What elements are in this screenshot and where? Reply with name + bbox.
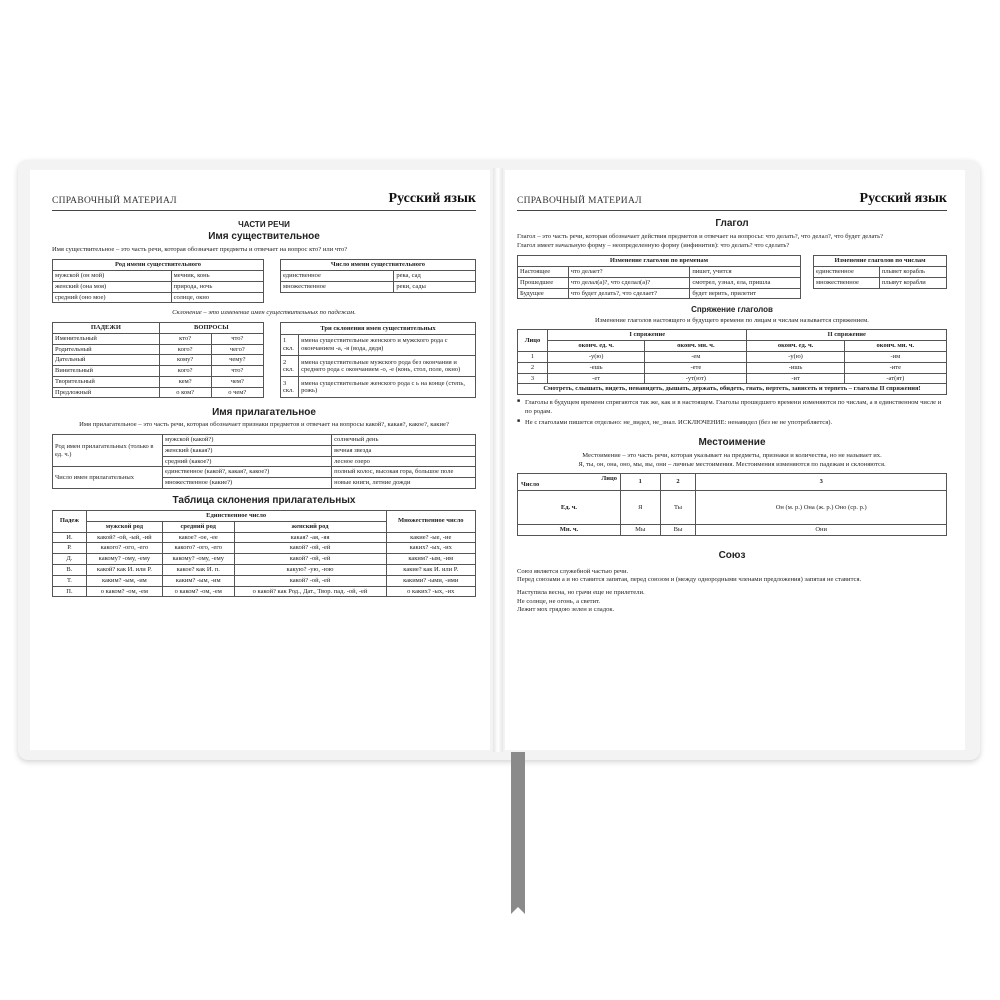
table-cell: какую? -ую, -юю — [234, 565, 386, 576]
table-cell: В. — [53, 565, 87, 576]
table-cell: чему? — [211, 355, 263, 366]
masculine-header: мужской род — [86, 521, 162, 532]
tense-table — [517, 255, 801, 299]
table-cell: будет верить, прилетит — [690, 288, 801, 299]
adjective-declension-table — [52, 510, 476, 597]
table-cell: П. — [53, 586, 87, 597]
table-cell: о каком? -ом, -ем — [162, 586, 234, 597]
table-cell: солнце, окно — [171, 292, 263, 303]
table-cell: 2 скл. — [281, 356, 299, 377]
number-table — [280, 259, 476, 292]
table-cell: кого? — [159, 366, 211, 377]
table-cell: Будущее — [518, 288, 569, 299]
conjunction-example-2: Не солнце, не огонь, а светит. — [517, 597, 601, 605]
table-cell: кого? — [159, 344, 211, 355]
verb-definition-2: Глагол имеет начальную форму – неопределенную форму (инфинитив): что делать? что сделать? — [517, 241, 790, 249]
table-cell: какая? -ая, -яя — [234, 532, 386, 543]
table-cell: -ете — [645, 362, 747, 373]
table-cell: о каких? -ых, -их — [386, 586, 476, 597]
table-cell: каким? -ым, -им — [162, 575, 234, 586]
table-row — [53, 387, 264, 398]
table-row — [518, 266, 801, 277]
table-row — [53, 554, 476, 565]
case-note: Склонение – это изменение имен существительных по падежам. — [172, 309, 356, 317]
table-cell: солнечный день — [332, 435, 476, 446]
table-cell: Число имен прилагательных — [53, 467, 163, 489]
table-cell: новые книги, летние дожди — [332, 478, 476, 489]
table-cell: какое? -ое, -ее — [162, 532, 234, 543]
verb-tables-row — [517, 255, 947, 299]
table-cell: женский (какая?) — [162, 445, 331, 456]
table-cell: имена существительные женского и мужского рода с окончанием -а, -я (вода, дядя) — [299, 335, 476, 356]
table-cell: -ем — [645, 352, 747, 363]
left-page-header — [52, 188, 476, 211]
table-row — [281, 335, 476, 356]
table-cell: Именительный — [53, 333, 160, 344]
table-cell: -ите — [844, 362, 946, 373]
table-row — [53, 376, 264, 387]
table-cell: Настоящее — [518, 266, 569, 277]
table-cell: какое? как И. п. — [162, 565, 234, 576]
table-cell: каким? -ым, -им — [86, 575, 162, 586]
table-cell: что делает? — [568, 266, 690, 277]
bullet-ne-with-verbs: ■ Не с глаголами пишется отдельно: не_видел, не_знал. ИСКЛЮЧЕНИЕ: ненавидел (без не не употребляется). — [517, 419, 947, 428]
table-cell: что? — [211, 333, 263, 344]
conjugation-ii-header: II спряжение — [747, 330, 947, 341]
conjugation-exceptions: Смотреть, слышать, видеть, ненавидеть, дышать, держать, обидеть, гнать, вертеть, зависеть и терпеть – глаголы II спряжения! — [518, 384, 947, 395]
table-row — [53, 575, 476, 586]
conjunction-example-3: Лежит мох грядою зелен и сладок. — [517, 606, 615, 614]
pronoun-definition: Местоимение – это часть речи, которая указывает на предметы, признаки и количества, но не называет их. — [582, 451, 882, 459]
table-cell: -ешь — [548, 362, 645, 373]
header-subject-title: Русский язык — [388, 191, 476, 207]
table-cell: единственное — [281, 270, 394, 281]
table-row — [518, 373, 947, 384]
table-cell: Дательный — [53, 355, 160, 366]
table-cell: какой? как И. или Р. — [86, 565, 162, 576]
table-cell: каким? -ым, -им — [386, 554, 476, 565]
declension-table — [280, 322, 476, 399]
header-section-label: СПРАВОЧНЫЙ МАТЕРИАЛ — [52, 195, 177, 206]
table-cell: о чем? — [211, 387, 263, 398]
number-table-title: Число имени существительного — [281, 260, 476, 271]
table-row — [53, 586, 476, 597]
table-cell: пишет, учится — [690, 266, 801, 277]
table-row — [53, 333, 264, 344]
table-cell: Д. — [53, 554, 87, 565]
table-row — [53, 366, 264, 377]
table-cell: какого? -ого, -его — [162, 543, 234, 554]
table-cell: имена существительные женского рода с ь на конце (степь, рожь) — [299, 377, 476, 398]
table-row — [518, 384, 947, 395]
table-cell: кем? — [159, 376, 211, 387]
table-cell: какие? как И. или Р. — [386, 565, 476, 576]
conjunction-heading: Союз — [718, 549, 746, 561]
conjugation-title: Спряжение глаголов — [691, 305, 773, 315]
cases-header: ПАДЕЖИ — [53, 322, 160, 333]
table-cell: какой? -ой, -ей — [234, 543, 386, 554]
header-subject-title: Русский язык — [859, 191, 947, 207]
conjugation-i-header: I спряжение — [548, 330, 747, 341]
table-row — [281, 281, 476, 292]
table-cell: плывут корабли — [879, 277, 946, 288]
table-cell: -ут(ют) — [645, 373, 747, 384]
table-cell: средний (оно мое) — [53, 292, 172, 303]
feminine-header: женский род — [234, 521, 386, 532]
plural-ending-header: оконч. мн. ч. — [645, 341, 747, 352]
table-cell: Вы — [660, 525, 696, 536]
table-cell: множественное — [281, 281, 394, 292]
table-cell: что делал(а)?, что сделал(а)? — [568, 277, 690, 288]
noun-definition: Имя существительное – это часть речи, которая обозначает предметы и отвечает на вопрос кто? или что? — [52, 245, 348, 253]
table-cell: плывет корабль — [879, 266, 946, 277]
gender-table-title: Род имени существительного — [53, 260, 264, 271]
neuter-header: средний род — [162, 521, 234, 532]
table-cell: единственное (какой?, какая?, какое?) — [162, 467, 331, 478]
left-page-content — [52, 220, 476, 597]
conjunction-text-1: Союз является служебной частью речи. — [517, 567, 629, 575]
gender-table — [52, 259, 264, 303]
table-row — [814, 277, 947, 288]
conjunction-example-1: Наступила весна, но грачи еще не прилетели. — [517, 588, 645, 596]
table-row — [814, 266, 947, 277]
table-cell: какие? -ые, -ие — [386, 532, 476, 543]
table-cell: Прошедшее — [518, 277, 569, 288]
parts-of-speech-title: ЧАСТИ РЕЧИ — [238, 220, 290, 229]
noun-heading: Имя существительное — [208, 230, 320, 242]
table-cell: Р. — [53, 543, 87, 554]
verb-heading: Глагол — [715, 218, 749, 229]
pronoun-definition-2: Я, ты, он, она, оно, мы, вы, они – личные местоимения. Местоимения изменяются по падежам и склоняются. — [578, 460, 886, 468]
left-page — [30, 170, 490, 750]
table-cell: мужской (он мой) — [53, 270, 172, 281]
conjugation-note: Изменение глаголов настоящего и будущего времени по лицам и числам называется спряжением. — [595, 316, 869, 324]
table-cell: Он (м. р.) Она (ж. р.) Оно (ср. р.) — [696, 491, 947, 525]
table-cell: полный колос, высокая гора, большое поле — [332, 467, 476, 478]
table-row — [53, 355, 264, 366]
table-cell: 3 — [518, 373, 548, 384]
table-cell: Т. — [53, 575, 87, 586]
table-cell: какими? -ыми, -ими — [386, 575, 476, 586]
conjunction-text-2: Перед союзами а и но ставится запятая, перед союзом и (между однородными членами предложения) запятая не ставится. — [517, 576, 862, 584]
table-row — [281, 270, 476, 281]
case-tables-row — [52, 322, 476, 399]
table-cell: Винительный — [53, 366, 160, 377]
header-section-label: СПРАВОЧНЫЙ МАТЕРИАЛ — [517, 195, 642, 206]
plural-header: Множественное число — [386, 511, 476, 533]
person-2-header: 2 — [660, 474, 696, 491]
number-label: Число — [521, 481, 540, 489]
right-page — [505, 170, 965, 750]
table-cell: какой? -ой, -ей — [234, 554, 386, 565]
table-cell: И. — [53, 532, 87, 543]
case-col-header: Падеж — [53, 511, 87, 533]
table-cell: Род имен прилагательных (только в ед. ч.) — [53, 435, 163, 467]
notebook-spine — [493, 168, 503, 752]
plural-ending-header: оконч. мн. ч. — [844, 341, 946, 352]
table-cell: о ком? — [159, 387, 211, 398]
number-face-header — [518, 474, 621, 491]
table-cell: что? — [211, 366, 263, 377]
face-header: Лицо — [518, 330, 548, 352]
table-cell: 1 скл. — [281, 335, 299, 356]
table-row — [518, 525, 947, 536]
right-page-content — [517, 218, 947, 615]
bullet-future-past: ■ Глаголы в будущем времени спрягаются так же, как и в настоящем. Глаголы прошедшего времени изменяются по числам, а в единственном числе и по родам. — [517, 399, 947, 416]
table-cell: -ет — [548, 373, 645, 384]
table-cell: -у(ю) — [747, 352, 844, 363]
table-row — [53, 281, 264, 292]
table-cell: Предложный — [53, 387, 160, 398]
table-row — [53, 270, 264, 281]
person-3-header: 3 — [696, 474, 947, 491]
table-cell: смотрел, узнал, ела, пришла — [690, 277, 801, 288]
adjective-declension-title: Таблица склонения прилагательных — [172, 495, 356, 507]
table-cell: чем? — [211, 376, 263, 387]
table-row — [518, 491, 947, 525]
table-cell: Мы — [620, 525, 660, 536]
table-cell: кому? — [159, 355, 211, 366]
table-cell: Родительный — [53, 344, 160, 355]
table-cell: 2 — [518, 362, 548, 373]
cases-table — [52, 322, 264, 399]
tense-table-title: Изменение глаголов по временам — [518, 256, 801, 267]
table-cell: реки, сады — [394, 281, 476, 292]
table-cell: что будет делать?, что сделает? — [568, 288, 690, 299]
face-label: Лицо — [601, 475, 617, 483]
table-cell: природа, ночь — [171, 281, 263, 292]
table-cell: Они — [696, 525, 947, 536]
table-cell: мужской (какой?) — [162, 435, 331, 446]
right-page-header — [517, 188, 947, 211]
table-cell: множественное — [814, 277, 880, 288]
table-cell: Ед. ч. — [518, 491, 621, 525]
singular-header: Единственное число — [86, 511, 386, 522]
table-cell: лесное озеро — [332, 456, 476, 467]
table-cell: мечник, конь — [171, 270, 263, 281]
table-cell: 1 — [518, 352, 548, 363]
declension-table-title: Три склонения имен существительных — [281, 322, 476, 334]
questions-header: ВОПРОСЫ — [159, 322, 263, 333]
table-cell: Творительный — [53, 376, 160, 387]
table-row — [518, 362, 947, 373]
table-cell: кто? — [159, 333, 211, 344]
table-row — [518, 288, 801, 299]
table-cell: -ишь — [747, 362, 844, 373]
singular-ending-header: оконч. ед. ч. — [548, 341, 645, 352]
table-row — [281, 356, 476, 377]
table-cell: -ит — [747, 373, 844, 384]
table-cell: река, сад — [394, 270, 476, 281]
verb-definition: Глагол – это часть речи, которая обозначает действия предметов и отвечает на вопросы: что делать?, что делал?, что будет делать? — [517, 233, 884, 240]
table-cell: -ат(ят) — [844, 373, 946, 384]
verb-number-table-title: Изменение глаголов по числам — [814, 256, 947, 267]
table-row — [53, 292, 264, 303]
table-cell: какому? -ому, -ему — [162, 554, 234, 565]
adjective-definition: Имя прилагательное – это часть речи, которая обозначает признаки предметов и отвечает на вопросы какой?, какая?, какое?, какие? — [79, 421, 449, 429]
pronoun-heading: Местоимение — [698, 436, 766, 448]
table-cell: чего? — [211, 344, 263, 355]
table-cell: Ты — [660, 491, 696, 525]
table-cell: о каком? -ом, -ем — [86, 586, 162, 597]
table-row — [518, 277, 801, 288]
table-row — [53, 565, 476, 576]
table-row — [281, 377, 476, 398]
table-cell: -им — [844, 352, 946, 363]
verb-number-table — [813, 255, 947, 288]
table-cell: средний (какое?) — [162, 456, 331, 467]
adjective-heading: Имя прилагательное — [212, 407, 316, 419]
table-cell: имена существительные мужского рода без окончания и среднего рода с окончанием -о, -е (конь, стол, поле, окно) — [299, 356, 476, 377]
table-row — [53, 543, 476, 554]
table-cell: -у(ю) — [548, 352, 645, 363]
table-row — [53, 435, 476, 446]
singular-ending-header: оконч. ед. ч. — [747, 341, 844, 352]
table-cell: какой? -ой, -ей — [234, 575, 386, 586]
table-cell: Я — [620, 491, 660, 525]
conjugation-table — [517, 329, 947, 395]
table-cell: единственное — [814, 266, 880, 277]
pronoun-table — [517, 473, 947, 536]
noun-tables-row — [52, 259, 476, 303]
table-row — [518, 352, 947, 363]
table-row — [53, 344, 264, 355]
table-cell: Мн. ч. — [518, 525, 621, 536]
person-1-header: 1 — [620, 474, 660, 491]
table-cell: 3 скл. — [281, 377, 299, 398]
table-cell: множественное (какие?) — [162, 478, 331, 489]
table-cell: вечная звезда — [332, 445, 476, 456]
table-row — [53, 467, 476, 478]
table-cell: какой? -ой, -ый, -ий — [86, 532, 162, 543]
table-cell: о какой? как Род., Дат., Твор. пад. -ой, -ей — [234, 586, 386, 597]
table-cell: каких? -ых, -их — [386, 543, 476, 554]
adjective-table — [52, 434, 476, 489]
table-row — [53, 532, 476, 543]
table-cell: женский (она моя) — [53, 281, 172, 292]
bookmark-ribbon[interactable] — [511, 752, 525, 907]
table-cell: какому? -ому, -ему — [86, 554, 162, 565]
table-cell: какого? -ого, -его — [86, 543, 162, 554]
